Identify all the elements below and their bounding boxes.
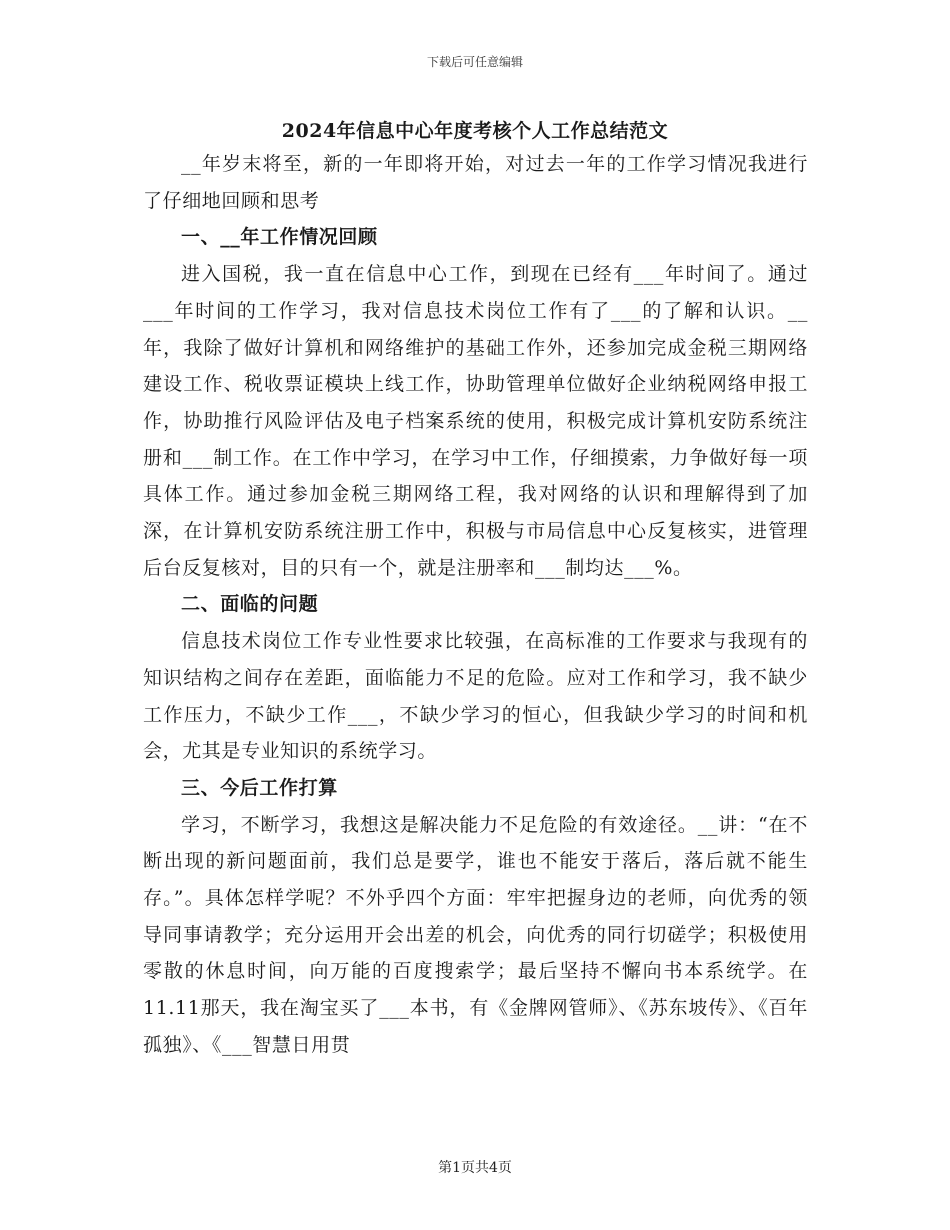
section-paragraph-2: 信息技术岗位工作专业性要求比较强，在高标准的工作要求与我现有的知识结构之间存在差距，面临能力不足的危险。应对工作和学习，我不缺少工作压力，不缺少工作___，不缺少学习的恒心，但我缺少学习的时间和机会，尤其是专业知识的系统学习。 — [143, 630, 808, 763]
page-header-note: 下载后可任意编辑 — [426, 55, 523, 69]
document-title: 2024年信息中心年度考核个人工作总结范文 — [281, 120, 669, 142]
section-paragraph-1: 进入国税，我一直在信息中心工作，到现在已经有___年时间了。通过___年时间的工作学习，我对信息技术岗位工作有了___的了解和认识。__年，我除了做好计算机和网络维护的基础工作外，还参加完成金税三期网络建设工作、税收票证模块上线工作，协助管理单位做好企业纳税网络申报工作，协助推行风险评估及电子档案系统的使用，积极完成计算机安防系统注册和___制工作。在工作中学习，在学习中工作，仔细摸索，力争做好每一项具体工作。通过参加金税三期网络工程，我对网络的认识和理解得到了加深，在计算机安防系统注册工作中，积极与市局信息中心反复核实，进管理后台反复核对，目的只有一个，就是注册率和___制均达___%。 — [143, 263, 808, 579]
section-heading-2: 二、面临的问题 — [181, 593, 319, 616]
intro-paragraph: __年岁末将至，新的一年即将开始，对过去一年的工作学习情况我进行了仔细地回顾和思考 — [143, 153, 808, 212]
section-paragraph-3: 学习，不断学习，我想这是解决能力不足危险的有效途径。__讲：“在不断出现的新问题面前，我们总是要学，谁也不能安于落后，落后就不能生存。”。具体怎样学呢？不外乎四个方面：牢牢把握身边的老师，向优秀的领导同事请教学；充分运用开会出差的机会，向优秀的同行切磋学；积极使用零散的休息时间，向万能的百度搜索学；最后坚持不懈向书本系统学。在11.11那天，我在淘宝买了___本书，有《金牌网管师》、《苏东坡传》、《百年孤独》、《___智慧日用贯 — [143, 813, 808, 1056]
section-heading-3: 三、今后工作打算 — [181, 776, 338, 799]
document-body — [143, 146, 808, 1064]
page-number: 第1页共4页 — [438, 1160, 512, 1176]
section-heading-1: 一、__年工作情况回顾 — [181, 226, 378, 249]
